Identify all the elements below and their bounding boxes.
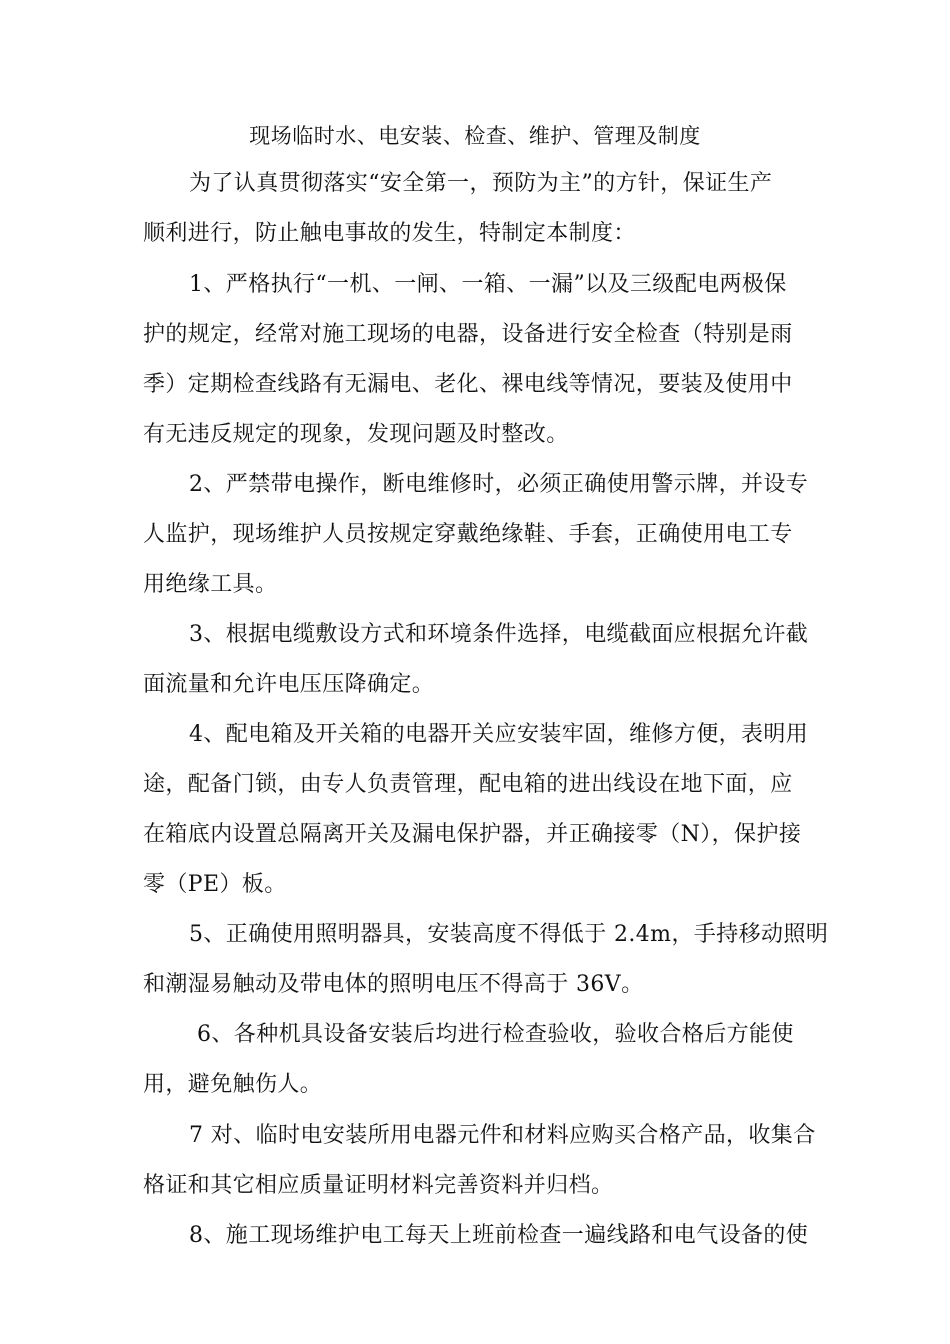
paragraph-8-line-1: 8、施工现场维护电工每天上班前检查一遍线路和电气设备的使 bbox=[189, 1223, 809, 1248]
paragraph-7-line-1: 7 对、临时电安装所用电器元件和材料应购买合格产品，收集合 bbox=[189, 1123, 816, 1148]
paragraph-6-line-2: 用，避免触伤人。 bbox=[143, 1072, 323, 1097]
paragraph-3-line-1: 3、根据电缆敷设方式和环境条件选择，电缆截面应根据允许截 bbox=[189, 622, 809, 647]
paragraph-4-line-2: 途，配备门锁，由专人负责管理，配电箱的进出线设在地下面，应 bbox=[143, 772, 793, 797]
paragraph-2-line-3: 用绝缘工具。 bbox=[143, 572, 278, 597]
paragraph-intro-line-1: 为了认真贯彻落实“安全第一，预防为主”的方针，保证生产 bbox=[189, 171, 773, 196]
document-title: 现场临时水、电安装、检查、维护、管理及制度 bbox=[249, 124, 701, 148]
paragraph-1-line-4: 有无违反规定的现象，发现问题及时整改。 bbox=[143, 422, 569, 447]
paragraph-7-line-2: 格证和其它相应质量证明材料完善资料并归档。 bbox=[143, 1173, 614, 1198]
paragraph-5-line-1: 5、正确使用照明器具，安装高度不得低于 2.4m，手持移动照明 bbox=[189, 922, 829, 947]
paragraph-4-line-4: 零（PE）板。 bbox=[143, 872, 287, 897]
paragraph-intro-line-2: 顺利进行，防止触电事故的发生，特制定本制度： bbox=[143, 221, 636, 246]
paragraph-1-line-1: 1、严格执行“一机、一闸、一箱、一漏”以及三级配电两极保 bbox=[189, 272, 787, 297]
paragraph-4-line-1: 4、配电箱及开关箱的电器开关应安装牢固，维修方便，表明用 bbox=[189, 722, 809, 747]
paragraph-6-line-1: 6、各种机具设备安装后均进行检查验收，验收合格后方能使 bbox=[197, 1022, 794, 1047]
paragraph-2-line-1: 2、严禁带电操作，断电维修时，必须正确使用警示牌，并设专 bbox=[189, 472, 809, 497]
paragraph-3-line-2: 面流量和允许电压压降确定。 bbox=[143, 672, 435, 697]
paragraph-2-line-2: 人监护，现场维护人员按规定穿戴绝缘鞋、手套，正确使用电工专 bbox=[143, 522, 793, 547]
paragraph-1-line-3: 季）定期检查线路有无漏电、老化、裸电线等情况，要装及使用中 bbox=[143, 372, 793, 397]
paragraph-5-line-2: 和潮湿易触动及带电体的照明电压不得高于 36V。 bbox=[143, 972, 644, 997]
paragraph-4-line-3: 在箱底内设置总隔离开关及漏电保护器，并正确接零（N），保护接 bbox=[143, 822, 802, 847]
paragraph-1-line-2: 护的规定，经常对施工现场的电器，设备进行安全检查（特别是雨 bbox=[143, 322, 793, 347]
